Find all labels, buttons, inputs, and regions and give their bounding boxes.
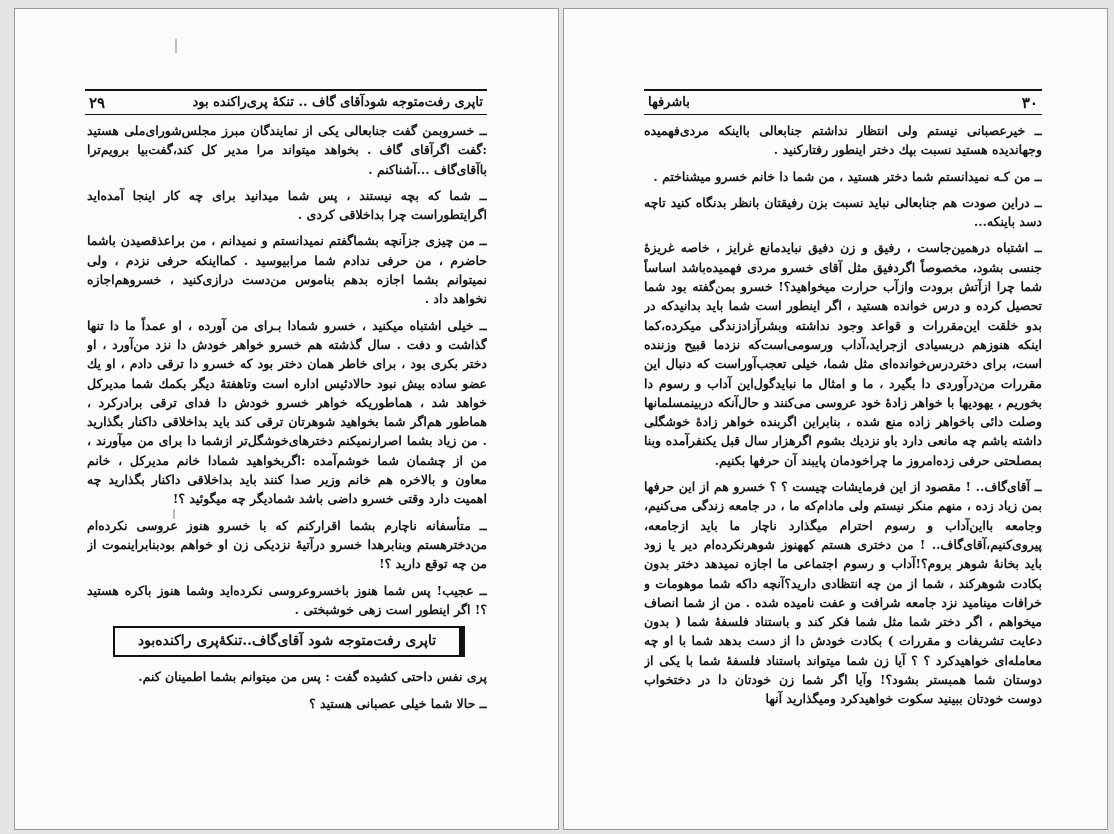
right-page-number: ۳۰	[1021, 93, 1038, 112]
chapter-title-box: تاپری رفت‌متوجه شود آقای‌گاف..تنکهٔ‌پری راکنده‌بود	[113, 626, 465, 657]
paragraph: ــ شما که بچه نیستند ، پس شما میدانید برای چه کار اینجا آمده‌اید اگرایتطوراست چرا بداخلاقی کردی .	[87, 187, 487, 223]
right-page-header-title: باشرفها	[648, 95, 690, 110]
paragraph: ــ خیلی اشتباه میکنید ، خسرو شمادا بـرای من آورده ، او عمداً ما دا تنها گذاشت و دفت . سال گذشته هم خسرو خواهر خودش دا نزد من‌آورد ، او دختر بکری بود ، برای خاطر همان دختر بود که خسرو دا ترقی دادم ، او یك عضو ساده بیش نبود حالادئیس اداره است وتاهفتهٔ دیگر بکمك شما مدیرکل خواهد شد ، هماطوریکه خواهر خسرو خودش دا فدای ترقی برادرکرد ، هماطور هم‌اگر شما بخواهید شوهرتان ترقی کند باید بداخلاقی داکنار بگذارید . من زیاد بشما اصرارنمیکنم دخترهای‌خوشگل‌تر ازشما دا برای من میآورند ، من از چشمان شما خوشم‌آمده :اگربخواهید شمادا خانم مدیرکل ، خانم معاون و بالاخره هم خانم وزیر صدا کنند باید بداخلاقی داکنار بگذارید چه اهمیت دارد وقتی خسرو داضی باشد شمادیگر چه میگوئید ؟!	[87, 317, 487, 507]
left-page-header	[85, 89, 487, 115]
paragraph: ــ حالا شما خیلی عصبانی هستید ؟	[309, 695, 487, 711]
left-page-number: ۲۹	[89, 93, 106, 112]
paragraph: ــ عجیب! پس شما هنوز باخسروعروسی نکرده‌اید وشما هنوز باکره هستید ؟! اگر اینطور است زهی خوشبختی .	[87, 582, 487, 617]
paragraph: ــ من کـه نمیدانستم شما دختر هستید ، من شما دا خانم خسرو میشناختم .	[653, 168, 1042, 184]
left-page-header-title: تاپری رفت‌متوجه شودآقای گاف .. تنکهٔ پری‌راکنده بود	[192, 95, 483, 110]
paragraph: ــ دراین صودت هم جنابعالی نباید نسبت بزن رفیقتان بانظر بدنگاه کنید تاچه دسد باینکه...	[644, 194, 1042, 230]
right-page-header	[644, 89, 1042, 115]
left-page-body	[87, 121, 487, 781]
right-page-body	[644, 121, 1042, 781]
right-page	[563, 8, 1108, 830]
paragraph: ــ خسروبمن گفت جنابعالی یکی از نمایندگان مبرز مجلس‌شورای‌ملی هستید :گفت اگرآقای گاف . بخواهد میتواند مرا مدیر کل کند،گفت‌بیا برویم‌ترا باآقای‌گاف ...آشناکنم .	[87, 123, 487, 177]
paragraph: پری نفس داحتی کشیده گفت : پس من میتوانم بشما اطمینان کنم.	[138, 669, 487, 685]
paragraph: ــ خیرعصبانی نیستم ولی انتظار نداشتم جنابعالی بااینکه مردی‌فهمیده وجهاندیده هستید نسبت بپك دختر اینطور رفتارکنید .	[644, 123, 1042, 158]
paragraph: ــ متأسفانه ناچارم بشما اقرارکنم که با خسرو هنوز عروسی نکرده‌ام من‌دخترهستم وبنابرهدا خسرو درآتیهٔ نزدیکی زن او خواهم بودبنابراینموت از من چه توقع دارید ؟!	[87, 517, 487, 572]
paragraph: ــ اشتباه درهمین‌جاست ، رفیق و زن دفیق نبایدمانع غرایز ، خاصه غریزهٔ جنسی بشود، مخصوصاً اگردفیق مثل آقای خسرو مردی فهمیده‌باشد اساساً شما چرا ازآتش برودت وازآب حرارت میخواهید؟! خسرو بمن‌گفته بود شما تحصیل کرده و درس خوانده هستید ، اگر اینطور است شما باید بدانیدکه در بدو خلقت این‌مقررات و قواعد وجود نداشته وبشرآزادزندگی میکرده،کما اینکه هنوزهم دربسیادی ازجراید،آداب ورسومی‌است‌که نزدما قبیح وزننده است، برای دختردرس‌خوانده‌ای مثل شما، خیلی تعجب‌آوراست که دنبال این مقررات من‌درآوردی دا بگیرد ، ما و امثال ما نبایدگول‌این آداب و رسوم دا بخوریم ، یهودیها با خواهر زادهٔ خود عروسی می‌کنند و حال‌آنکه دربینمسلمانها وصلت دائی باخواهر زاده منع شده ، بنابراین اگربنده خواهر زادهٔ خوشگلی داشته باشم چه مانعی دارد باو نزدیك بشوم اگرهزار سال قبل یکنفرآمده وبنا بمصلحتی حرفی زده‌امروز ما چراخودمان پایبند آن حرفها بکنیم.	[644, 240, 1042, 468]
paragraph: ــ آقای‌گاف.. ! مقصود از این فرمایشات چیست ؟ ؟ خسرو هم از این حرفها بمن زیاد زده ، منهم منکر نیستم ولی مادام‌که ما ، در جامعه زندگی می‌کنیم، وجامعه بااین‌آداب و رسوم احترام میگذارد ناچار ما باید ازجامعه، پیروی‌کنیم،آقای‌گاف.. ! من دختری هستم کههنوز شوهرنکرده‌ام دیر یا زود باید بخانهٔ شوهر بروم؟!آداب و رسوم اجتماعی ما اجازه نمیدهد دختر بدون بکادت شوهرکند ، شما از من چه انتظادی دارید؟آنچه داکه شما موهومات و خرافات مینامید نزد جامعه شرافت و عفت نامیده شده . من از شما انصاف میخواهم ، اگر دختر شما مثل شما فکر کند و باستناد فلسفهٔ شما ( بدون دعایت تشریفات و مقررات ) بکادت خودش دا از دست بدهد شما با او چه معامله‌ای خواهیدکرد ؟ ؟ آیا زن شما میتواند باستناد فلسفهٔ شما با یکی از دوستان شما همبستر بشود؟! وآیا اگر شما زن خودتان دا در دختخواب دوست خودتان ببینید سکوت خواهیدکرد ومیگذارید آنها	[644, 479, 1042, 707]
paragraph: ــ من چیزی جزآنچه بشماگفتم نمیدانستم و نمیدانم ، من براعذقصیدن باشما حاضرم ، من حرفی ندادم شما مرابیوسید . کمااینکه حرفی نزدم ، ولی نمیتوانم بشما اجازه بدهم بناموس من‌دست درازی‌کنید ، خسروهم‌اجازه نخواهد داد .	[87, 233, 487, 307]
left-page	[14, 8, 559, 830]
